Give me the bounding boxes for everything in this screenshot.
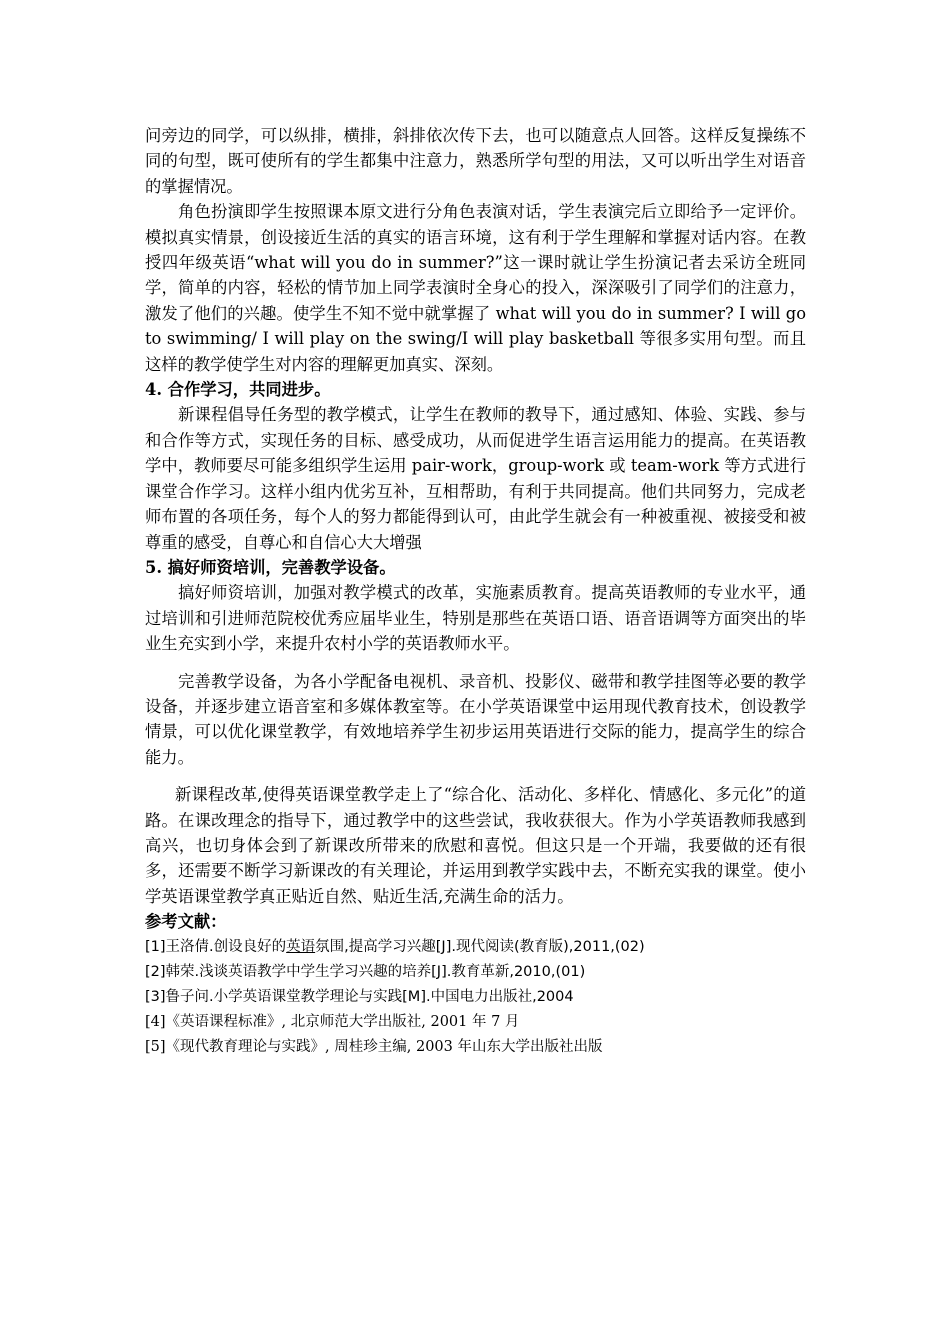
reference-item-4: [4]《英语课程标准》, 北京师范大学出版社, 2001 年 7 月 <box>145 1013 520 1030</box>
reference-1-text-start: [1]王洛倩.创设良好的 <box>145 938 287 955</box>
reference-item-2: [2]韩荣.浅谈英语教学中学生学习兴趣的培养[J].教育革新,2010,(01) <box>145 963 586 980</box>
paragraph-conclusion: 新课程改革,使得英语课堂教学走上了“综合化、活动化、多样化、情感化、多元化”的道路。在课改理念的指导下，通过教学中的这些尝试，我收获很大。作为小学英语教师我感到高兴，也切身体会到了新课改所带来的欣慰和喜悦。但这只是一个开端，我要做的还有很多，还需要不断学习新课改的有关理论，并运用到教学实践中去，不断充实我的课堂。使小学英语课堂教学真正贴近自然、贴近生活,充满生命的活力。 <box>145 785 806 906</box>
reference-item-5: [5]《现代教育理论与实践》, 周桂珍主编, 2003 年山东大学出版社出版 <box>145 1038 603 1055</box>
paragraph-cooperative-learning: 新课程倡导任务型的教学模式，让学生在教师的教导下，通过感知、体验、实践、参与和合作等方式，实现任务的目标、感受成功，从而促进学生语言运用能力的提高。在英语教学中，教师要尽可能多组织学生运用 pair-work，group-work 或 team-work 等方式进行课堂合作学习。这样小组内优劣互补，互相帮助，有利于共同提高。他们共同努力，完成老师布置的各项任务，每个人的努力都能得到认可，由此学生就会有一种被重视、被接受和被尊重的感受，自尊心和自信心大大增强 <box>145 405 806 552</box>
section-heading-5: 5. 搞好师资培训，完善教学设备。 <box>145 557 396 577</box>
document-body <box>145 123 806 1060</box>
reference-1-underlined-term: 英语 <box>286 938 316 955</box>
references-title: 参考文献： <box>145 912 227 932</box>
paragraph-role-play: 角色扮演即学生按照课本原文进行分角色表演对话，学生表演完后立即给予一定评价。模拟真实情景，创设接近生活的真实的语言环境，这有利于学生理解和掌握对话内容。在教授四年级英语“what will you do in summer?”这一课时就让学生扮演记者去采访全班同学，简单的内容，轻松的情节加上同学表演时全身心的投入，深深吸引了同学们的注意力，激发了他们的兴趣。使学生不知不觉中就掌握了 what will you do in summer? I will go to swimming/ I will play on the swing/I will play basketball 等很多实用句型。而且这样的教学使学生对内容的理解更加真实、深刻。 <box>145 202 806 374</box>
reference-1-text-end: 氛围,提高学习兴趣[J].现代阅读(教育版),2011,(02) <box>315 938 645 955</box>
paragraph-drill-practice: 问旁边的同学，可以纵排，横排，斜排依次传下去，也可以随意点人回答。这样反复操练不同的句型，既可使所有的学生都集中注意力，熟悉所学句型的用法，又可以听出学生对语音的掌握情况。 <box>145 126 806 196</box>
paragraph-teacher-training: 搞好师资培训，加强对教学模式的改革，实施素质教育。提高英语教师的专业水平，通过培训和引进师范院校优秀应届毕业生，特别是那些在英语口语、语音语调等方面突出的毕业生充实到小学，来提升农村小学的英语教师水平。 <box>145 583 806 654</box>
paragraph-teaching-equipment: 完善教学设备，为各小学配备电视机、录音机、投影仪、磁带和教学挂图等必要的教学设备，并逐步建立语音室和多媒体教室等。在小学英语课堂中运用现代教育技术，创设教学情景，可以优化课堂教学，有效地培养学生初步运用英语进行交际的能力，提高学生的综合能力。 <box>145 671 806 767</box>
reference-item-1 <box>145 935 806 960</box>
section-heading-4: 4. 合作学习，共同进步。 <box>145 380 331 400</box>
reference-item-3: [3]鲁子问.小学英语课堂教学理论与实践[M].中国电力出版社,2004 <box>145 988 574 1005</box>
